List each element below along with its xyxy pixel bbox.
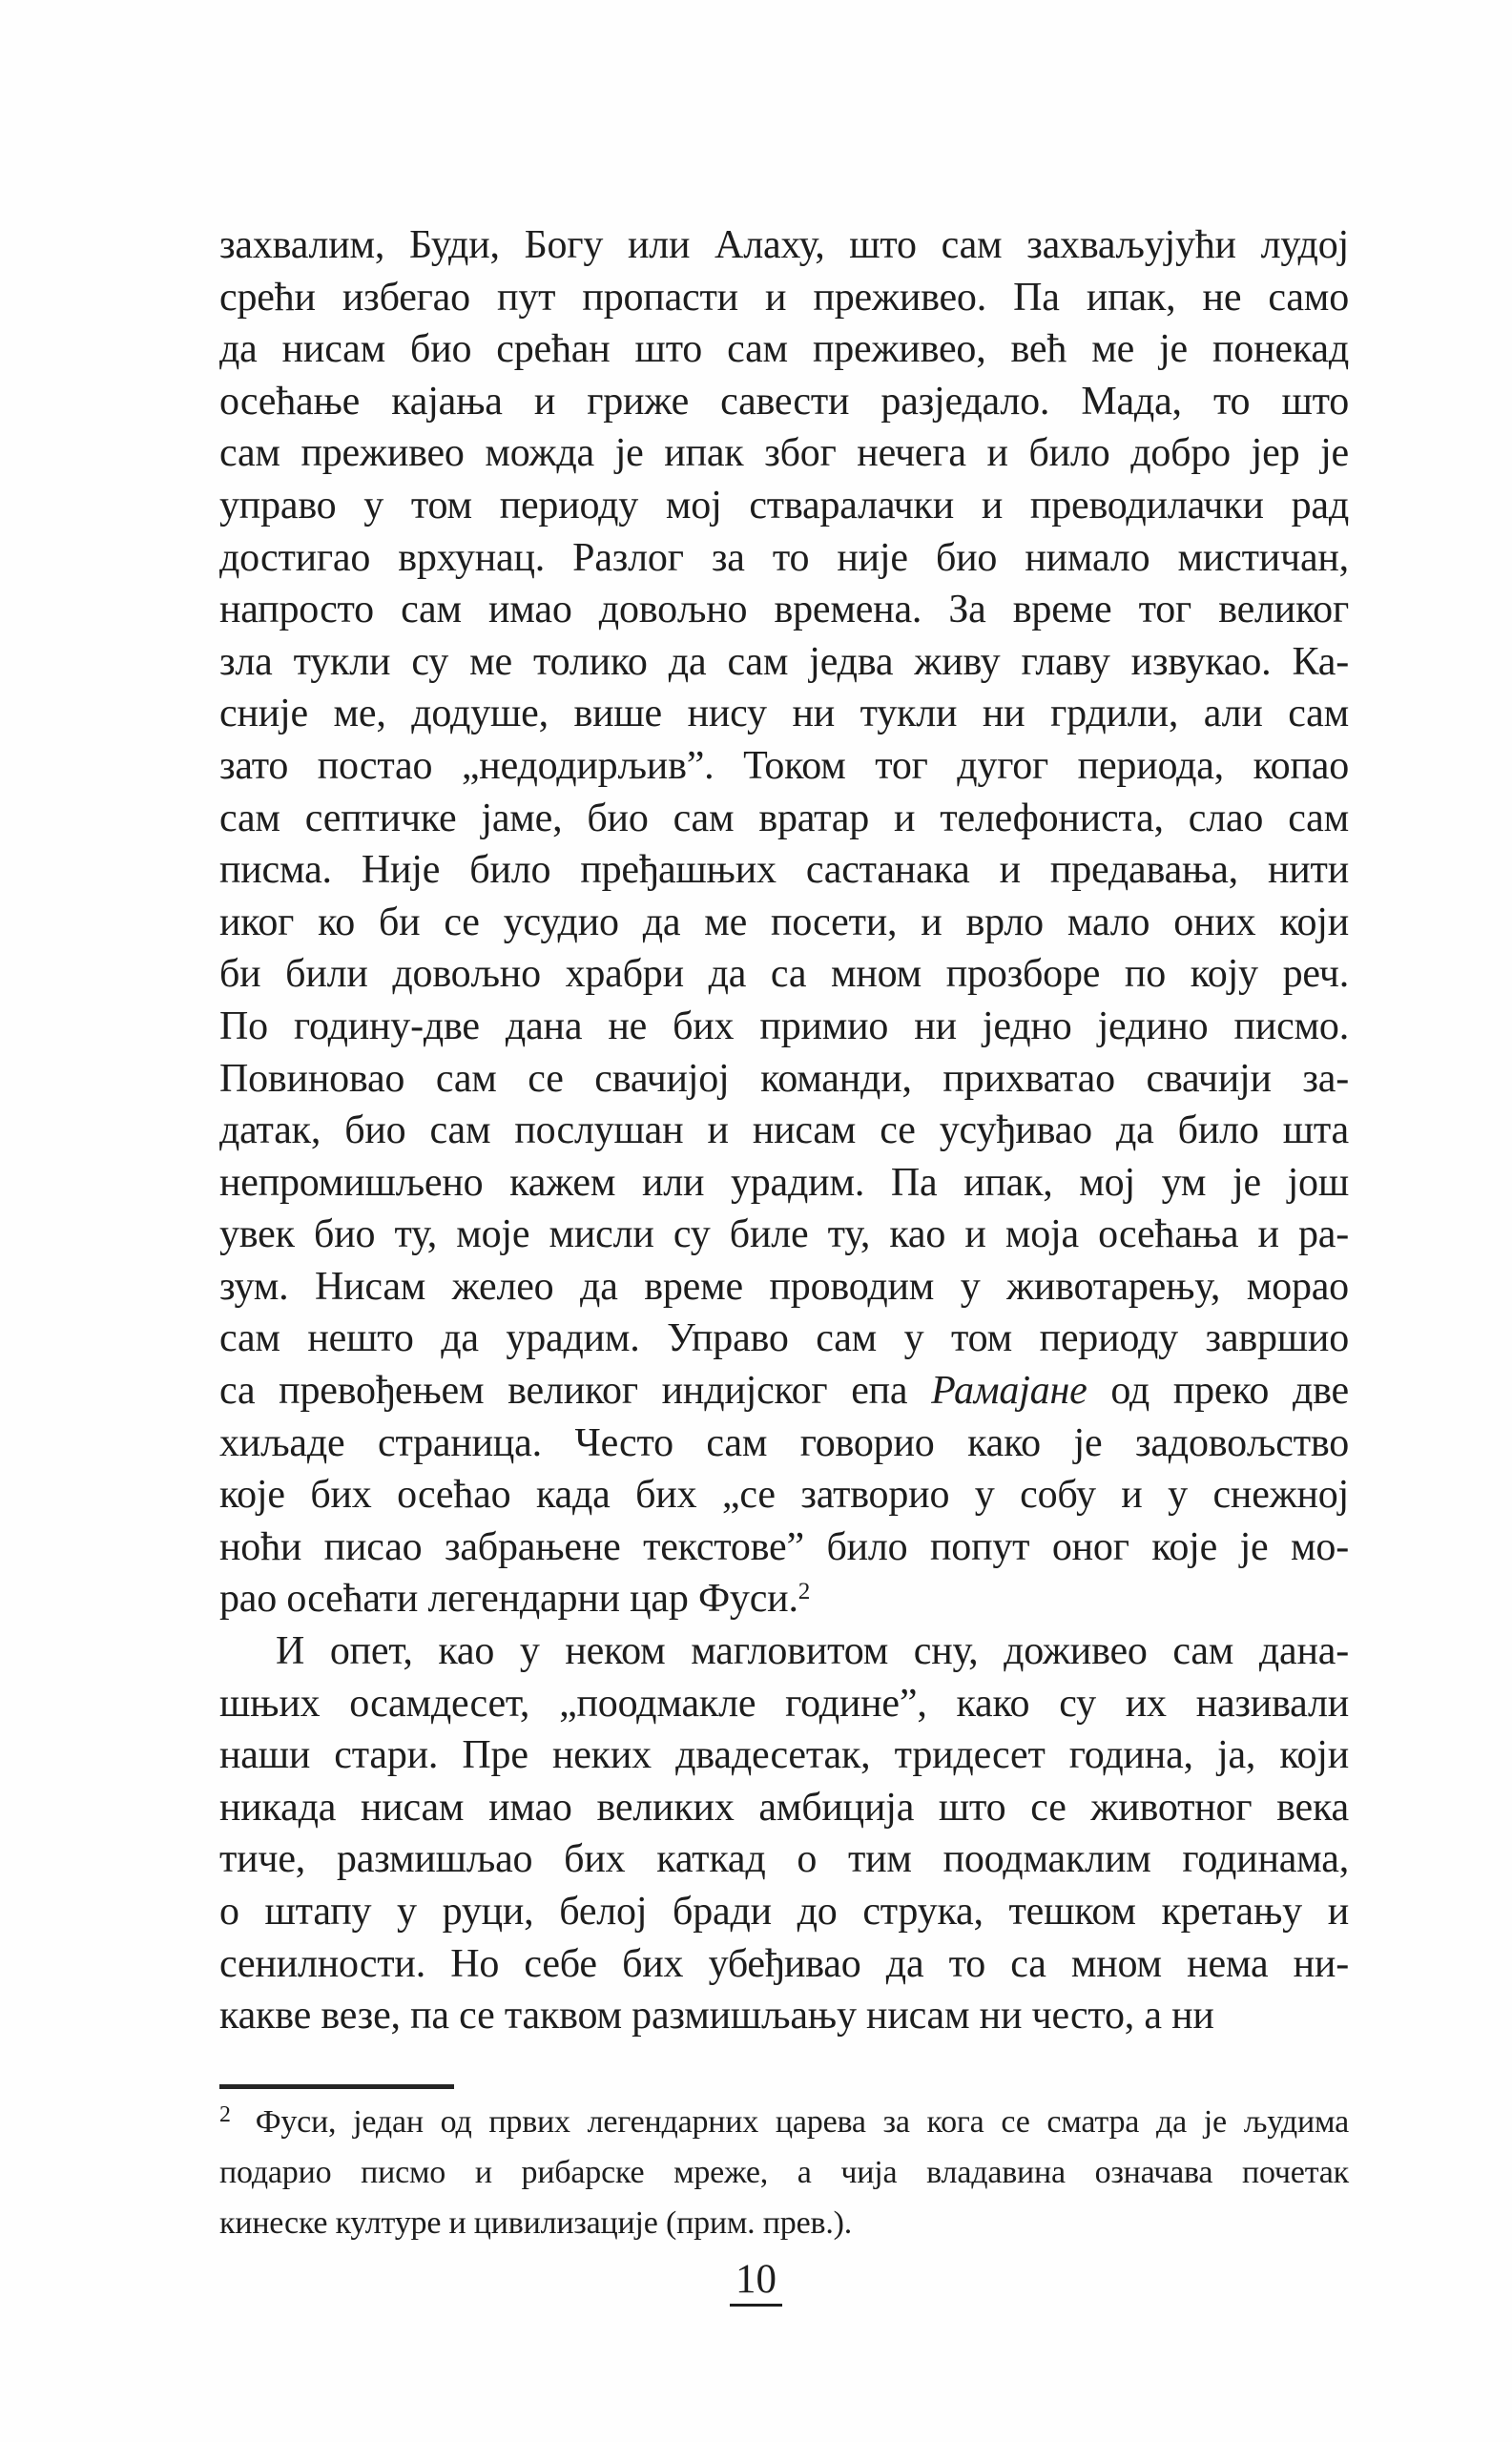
- body-line: ноћи писао забрањене текстове” било попут оног које је мо-: [219, 1524, 1349, 1569]
- body-line: сенилности. Но себе бих убеђивао да то са мном нема ни-: [219, 1941, 1349, 1986]
- paragraph: [219, 1625, 1349, 2042]
- body-line: зато постао „недодирљив”. Током тог дугог периода, копао: [219, 743, 1349, 788]
- body-line: сам септичке јаме, био сам вратар и телефониста, слао сам: [219, 796, 1349, 840]
- body-line: хиљаде страница. Често сам говорио како је задовољство: [219, 1420, 1349, 1465]
- footnote-marker: 2: [219, 2102, 231, 2128]
- italic-title: Рамајане: [931, 1369, 1087, 1414]
- body-line: тиче, размишљао бих каткад о тим поодмаклим годинама,: [219, 1837, 1349, 1882]
- body-line: непромишљено кажем или урадим. Па ипак, мој ум је још: [219, 1160, 1349, 1205]
- body-line: По годину-две дана не бих примио ни једно једино писмо.: [219, 1004, 1349, 1048]
- footnote-separator: [219, 2084, 454, 2089]
- body-line: рао осећати легендарни цар Фуси.$^2$: [219, 1577, 811, 1622]
- body-line: о штапу у руци, белој бради до струка, тешком кретању и: [219, 1890, 1349, 1934]
- footnote-line: подарио писмо и рибарске мреже, а чија владавина означава почетак: [219, 2155, 1349, 2190]
- body-line: сам нешто да урадим. Управо сам у том периоду завршио: [219, 1316, 1349, 1361]
- body-line: управо у том периоду мој стваралачки и преводилачки рад: [219, 483, 1349, 528]
- body-line: са превођењем великог индијског епа Рамајане од преко две: [219, 1369, 1349, 1414]
- body-line: би били довољно храбри да са мном прозборе по коју реч.: [219, 952, 1349, 997]
- body-line: зум. Нисам желео да време проводим у животарењу, морао: [219, 1264, 1349, 1309]
- body-line: И опет, као у неком магловитом сну, доживео сам дана-: [276, 1629, 1349, 1674]
- body-line: шњих осамдесет, „поодмакле године”, како су их називали: [219, 1681, 1349, 1726]
- footnote-ref: 2: [797, 1578, 811, 1604]
- page-number-wrap: [0, 2257, 1512, 2307]
- page-number: 10: [730, 2257, 782, 2307]
- footnote-line: $^2$ Фуси, један од првих легендарних царева за кога се сматра да је људима: [219, 2102, 1349, 2140]
- body-line: захвалим, Буди, Богу или Алаху, што сам захваљујући лудој: [219, 223, 1349, 267]
- body-line: иког ко би се усудио да ме посети, и врло мало оних који: [219, 900, 1349, 944]
- body-line: достигао врхунац. Разлог за то није био нимало мистичан,: [219, 535, 1349, 580]
- body-line: сније ме, додуше, више нису ни тукли ни грдили, али сам: [219, 692, 1349, 736]
- footnote-line: кинеске културе и цивилизације (прим. прев.).: [219, 2205, 853, 2241]
- body-line: срећи избегао пут пропасти и преживео. Па ипак, не само: [219, 275, 1349, 320]
- body-line: зла тукли су ме толико да сам једва живу главу извукао. Ка-: [219, 639, 1349, 684]
- paragraph: [219, 219, 1349, 1625]
- body-line: осећање кајања и гриже савести разједало. Мада, то што: [219, 379, 1349, 424]
- body-line: сам преживео можда је ипак због нечега и било добро јер је: [219, 431, 1349, 476]
- body-line: увек био ту, моје мисли су биле ту, као и моја осећања и ра-: [219, 1212, 1349, 1257]
- footnote-lines: [219, 2097, 1349, 2248]
- body-line: Повиновао сам се свачијој команди, прихватао свачији за-: [219, 1056, 1349, 1101]
- body-line: датак, био сам послушан и нисам се усуђивао да било шта: [219, 1108, 1349, 1153]
- body-line: никада нисам имао великих амбиција што се животног века: [219, 1785, 1349, 1830]
- body-line: да нисам био срећан што сам преживео, већ ме је понекад: [219, 327, 1349, 372]
- body-line: какве везе, па се таквом размишљању нисам ни често, а ни: [219, 1994, 1214, 2038]
- body-line: које бих осећао када бих „се затворио у собу и у снежној: [219, 1473, 1349, 1518]
- body-line: писма. Није било пређашњих састанака и предавања, нити: [219, 848, 1349, 893]
- footnote: [219, 2097, 1349, 2248]
- body-text: [219, 219, 1349, 2042]
- body-line: напросто сам имао довољно времена. За време тог великог: [219, 588, 1349, 632]
- body-line: наши стари. Пре неких двадесетак, тридесет година, ја, који: [219, 1733, 1349, 1778]
